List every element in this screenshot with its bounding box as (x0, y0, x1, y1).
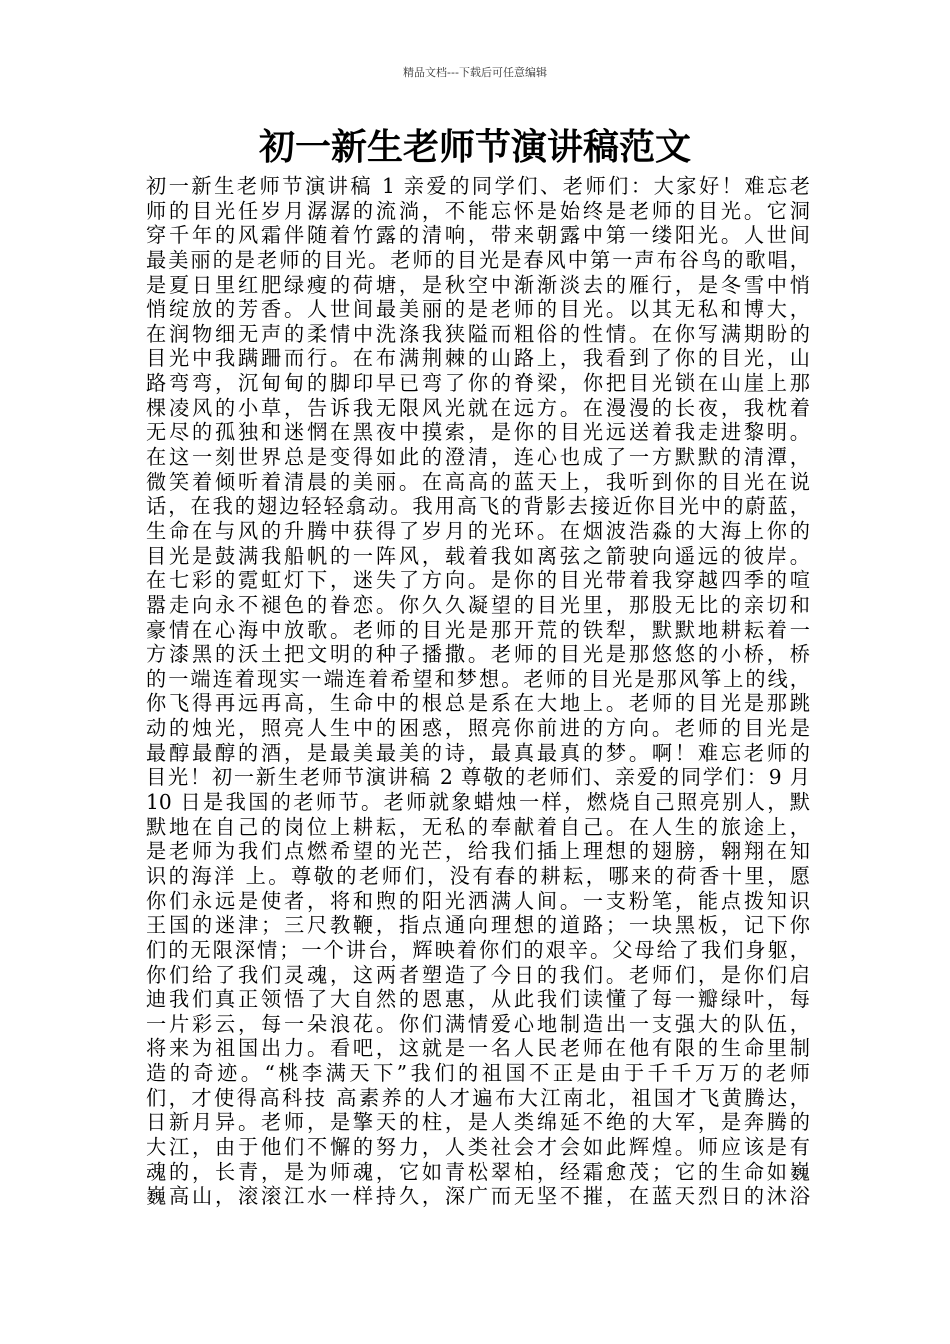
body-line: 动的烛光，照亮人生中的困惑，照亮你前进的方向。老师的目光是 (146, 716, 810, 741)
body-line: 最醇最醇的酒，是最美最美的诗，最真最真的梦。啊！难忘老师的 (146, 740, 810, 765)
body-line: 生命在与风的升腾中获得了岁月的光环。在烟波浩淼的大海上你的 (146, 518, 810, 543)
body-line: 迪我们真正领悟了大自然的恩惠，从此我们读懂了每一瓣绿叶，每 (146, 987, 810, 1012)
body-line: 将来为祖国出力。看吧，这就是一名人民老师在他有限的生命里制 (146, 1036, 810, 1061)
header-note: 精品文档---下载后可任意编辑 (403, 66, 547, 79)
body-line: 王国的迷津；三尺教鞭，指点通向理想的道路；一块黑板，记下你 (146, 913, 810, 938)
body-text (146, 174, 810, 1209)
body-line: 嚣走向永不褪色的眷恋。你久久凝望的目光里，那股无比的亲切和 (146, 592, 810, 617)
body-line: 们的无限深情；一个讲台，辉映着你们的艰辛。父母给了我们身躯， (146, 937, 810, 962)
body-line: 悄绽放的芳香。人世间最美丽的是老师的目光。以其无私和博大， (146, 297, 810, 322)
body-line: 默地在自己的岗位上耕耘，无私的奉献着自己。在人生的旅途上， (146, 814, 810, 839)
body-line: 初一新生老师节演讲稿 1 亲爱的同学们、老师们：大家好！难忘老 (146, 174, 810, 198)
body-line: 造的奇迹。“桃李满天下”我们的祖国不正是由于千千万万的老师 (146, 1061, 810, 1086)
body-line: 你飞得再远再高，生命中的根总是系在大地上。老师的目光是那跳 (146, 691, 810, 716)
body-line: 10 日是我国的老师节。老师就象蜡烛一样，燃烧自己照亮别人，默 (146, 790, 810, 815)
body-line: 在七彩的霓虹灯下，迷失了方向。是你的目光带着我穿越四季的喧 (146, 568, 810, 593)
body-line: 路弯弯，沉甸甸的脚印早已弯了你的脊梁，你把目光锁在山崖上那 (146, 371, 810, 396)
body-line: 魂的，长青，是为师魂，它如青松翠柏，经霜愈茂；它的生命如巍 (146, 1159, 810, 1184)
body-line: 是老师为我们点燃希望的光芒，给我们插上理想的翅膀，翱翔在知 (146, 839, 810, 864)
body-line: 日新月异。老师，是擎天的柱，是人类绵延不绝的大军，是奔腾的 (146, 1110, 810, 1135)
page-title: 初一新生老师节演讲稿范文 (258, 127, 691, 168)
body-line: 在润物细无声的柔情中洗涤我狭隘而粗俗的性情。在你写满期盼的 (146, 321, 810, 346)
body-line: 目光！初一新生老师节演讲稿 2 尊敬的老师们、亲爱的同学们：9 月 (146, 765, 810, 790)
body-line: 最美丽的是老师的目光。老师的目光是春风中第一声布谷鸟的歌唱， (146, 247, 810, 272)
body-line: 方漆黑的沃土把文明的种子播撒。老师的目光是那悠悠的小桥，桥 (146, 642, 810, 667)
body-line: 目光中我蹒跚而行。在布满荆棘的山路上，我看到了你的目光，山 (146, 346, 810, 371)
body-line: 在这一刻世界总是变得如此的澄清，连心也成了一方默默的清潭， (146, 445, 810, 470)
body-line: 穿千年的风霜伴随着竹露的清响，带来朝露中第一缕阳光。人世间 (146, 223, 810, 248)
body-line: 棵凌风的小草，告诉我无限风光就在远方。在漫漫的长夜，我枕着 (146, 395, 810, 420)
body-line: 师的目光任岁月潺潺的流淌，不能忘怀是始终是老师的目光。它洞 (146, 198, 810, 223)
body-line: 们，才使得高科技 高素养的人才遍布大江南北，祖国才飞黄腾达， (146, 1085, 810, 1110)
body-line: 你们永远是使者，将和煦的阳光洒满人间。一支粉笔，能点拨知识 (146, 888, 810, 913)
body-line: 你们给了我们灵魂，这两者塑造了今日的我们。老师们，是你们启 (146, 962, 810, 987)
body-line: 大江，由于他们不懈的努力，人类社会才会如此辉煌。师应该是有 (146, 1134, 810, 1159)
body-line: 微笑着倾听着清晨的美丽。在高高的蓝天上，我听到你的目光在说 (146, 469, 810, 494)
body-line: 目光是鼓满我船帆的一阵风，载着我如离弦之箭驶向遥远的彼岸。 (146, 543, 810, 568)
body-line: 巍高山，滚滚江水一样持久，深广而无坚不摧，在蓝天烈日的沐浴 (146, 1184, 810, 1209)
body-line: 是夏日里红肥绿瘦的荷塘，是秋空中渐渐淡去的雁行，是冬雪中悄 (146, 272, 810, 297)
body-line: 话，在我的翅边轻轻翕动。我用高飞的背影去接近你目光中的蔚蓝， (146, 494, 810, 519)
body-line: 豪情在心海中放歌。老师的目光是那开荒的铁犁，默默地耕耘着一 (146, 617, 810, 642)
body-line: 识的海洋 上。尊敬的老师们，没有春的耕耘，哪来的荷香十里，愿 (146, 863, 810, 888)
body-line: 的一端连着现实一端连着希望和梦想。老师的目光是那风筝上的线， (146, 666, 810, 691)
body-line: 无尽的孤独和迷惘在黑夜中摸索，是你的目光远送着我走进黎明。 (146, 420, 810, 445)
body-line: 一片彩云，每一朵浪花。你们满情爱心地制造出一支强大的队伍， (146, 1011, 810, 1036)
